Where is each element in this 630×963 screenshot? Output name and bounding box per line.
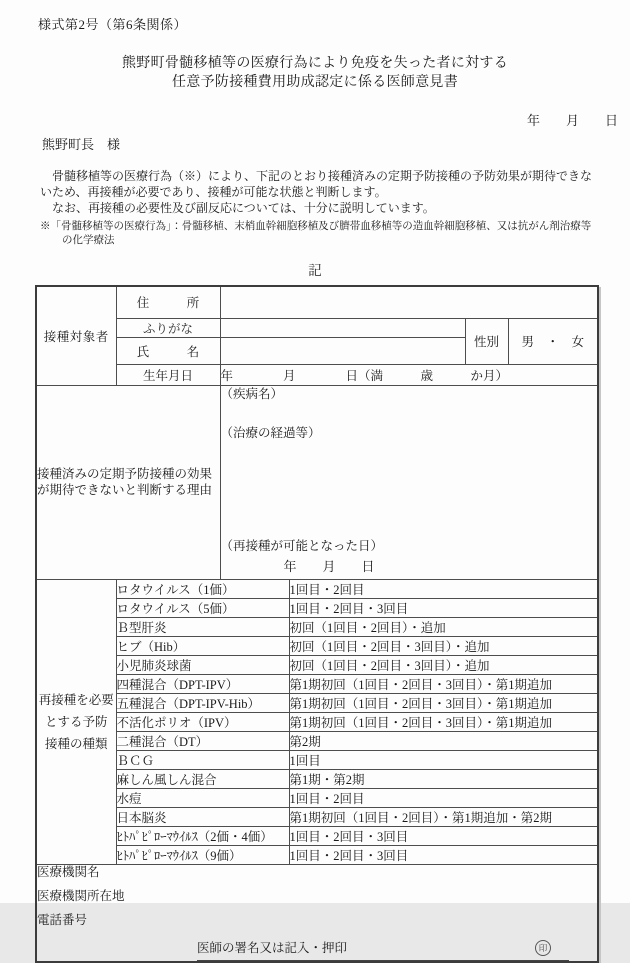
addressee: 熊野町長 様 <box>42 137 121 152</box>
furigana-row <box>36 318 598 337</box>
document-title-line1: 熊野町骨髄移植等の医療行為により免疫を失った者に対する <box>121 56 509 71</box>
vaccine-row <box>36 636 598 655</box>
vaccine-name-cell: 四種混合（DPT-IPV） <box>116 674 289 693</box>
form-table <box>35 285 599 963</box>
address-row <box>36 286 598 318</box>
vaccine-name-cell: 小児肺炎球菌 <box>116 655 289 674</box>
vaccine-name-cell: ロタウイルス（5価） <box>116 598 289 617</box>
vaccine-row <box>36 693 598 712</box>
vaccine-dose-options[interactable]: 第2期 <box>289 731 598 750</box>
signature-label: 医師の署名又は記入・押印 <box>197 940 348 955</box>
document-title <box>0 54 630 92</box>
vaccine-dose-options[interactable]: 初回（1回目・2回目）・追加 <box>289 617 598 636</box>
issue-date-field[interactable]: 年 月 日 <box>526 113 618 128</box>
vaccine-name-cell: ﾋﾄﾊﾟﾋﾟﾛｰﾏｳｲﾙｽ（2価・4価） <box>116 826 289 845</box>
vaccine-name-cell: ＢＣＧ <box>116 750 289 769</box>
vaccine-row <box>36 826 598 845</box>
form-number: 様式第2号（第6条関係） <box>38 17 188 32</box>
furigana-input[interactable] <box>220 318 465 337</box>
medical-institution-cell <box>36 864 598 962</box>
vaccine-row <box>36 712 598 731</box>
treatment-progress-label: （治療の経過等） <box>220 425 321 440</box>
vaccines-label-line2: とする予防 <box>44 714 108 729</box>
vaccine-row <box>36 769 598 788</box>
vaccine-dose-options[interactable]: 1回目・2回目・3回目 <box>289 826 598 845</box>
vaccine-row <box>36 788 598 807</box>
address-input[interactable] <box>220 286 598 318</box>
vaccine-row <box>36 807 598 826</box>
institution-name-field[interactable]: 医療機関名 <box>37 864 100 879</box>
vaccine-name-cell: 不活化ポリオ（IPV） <box>116 712 289 731</box>
vaccine-row <box>36 674 598 693</box>
vaccine-dose-options[interactable]: 初回（1回目・2回目・3回目）・追加 <box>289 636 598 655</box>
vaccine-dose-options[interactable]: 初回（1回目・2回目・3回目）・追加 <box>289 655 598 674</box>
footnote <box>40 220 612 248</box>
furigana-label: ふりがな <box>116 318 220 337</box>
vaccine-name-cell: 二種混合（DT） <box>116 731 289 750</box>
vaccines-label-line3: 接種の種類 <box>44 736 108 751</box>
vaccine-row <box>36 617 598 636</box>
vaccines-label-line1: 再接種を必要 <box>38 692 114 707</box>
institution-location-field[interactable]: 医療機関所在地 <box>37 888 125 903</box>
vaccine-name-cell: ロタウイルス（1価） <box>116 579 289 598</box>
document-title-line2: 任意予防接種費用助成認定に係る医師意見書 <box>172 75 458 90</box>
statement-line3: なお、再接種の必要性及び副反応については、十分に説明しています。 <box>40 201 435 215</box>
footnote-line2: の化学療法 <box>62 235 115 246</box>
name-input[interactable] <box>220 337 465 364</box>
vaccine-name-cell: 日本脳炎 <box>116 807 289 826</box>
vaccine-dose-options[interactable]: 第1期初回（1回目・2回目・3回目）・第1期追加 <box>289 674 598 693</box>
vaccines-section-label <box>36 579 116 864</box>
footnote-line1: ※「骨髄移植等の医療行為」：骨髄移植、末梢血幹細胞移植及び臍帯血移植等の造血幹細胞移植、又は抗がん剤治療等 <box>40 221 592 232</box>
subject-section-label: 接種対象者 <box>36 286 116 385</box>
vaccine-row <box>36 579 598 598</box>
reason-content-area[interactable] <box>220 385 598 579</box>
vaccine-name-cell: ﾋﾄﾊﾟﾋﾟﾛｰﾏｳｲﾙｽ（9価） <box>116 845 289 864</box>
vaccine-dose-options[interactable]: 1回目・2回目 <box>289 579 598 598</box>
birthdate-input[interactable]: 年 月 日（満 歳 か月） <box>220 364 598 385</box>
vaccine-dose-options[interactable]: 第1期・第2期 <box>289 769 598 788</box>
statement-line2: いため、再接種が必要であり、接種が可能な状態と判断します。 <box>40 185 387 199</box>
name-label: 氏 名 <box>116 337 220 364</box>
sex-label: 性別 <box>465 318 508 364</box>
revaccination-date-field[interactable]: 年 月 日 <box>283 558 375 574</box>
vaccine-dose-options[interactable]: 1回目・2回目・3回目 <box>289 845 598 864</box>
vaccine-row <box>36 655 598 674</box>
vaccine-name-cell: 五種混合（DPT-IPV-Hib） <box>116 693 289 712</box>
vaccine-dose-options[interactable]: 1回目 <box>289 750 598 769</box>
reason-label-line2: が期待できないと判断する理由 <box>37 483 213 497</box>
vaccine-row <box>36 598 598 617</box>
sex-options[interactable]: 男 ・ 女 <box>508 318 598 364</box>
revaccination-date-label: （再接種が可能となった日） <box>220 538 384 553</box>
statement-line1: 骨髄移植等の医療行為（※）により、下記のとおり接種済みの定期予防接種の予防効果が期待できな <box>40 169 593 183</box>
medical-institution-row <box>36 864 598 962</box>
birthdate-label: 生年月日 <box>116 364 220 385</box>
birthdate-row <box>36 364 598 385</box>
vaccine-dose-options[interactable]: 第1期初回（1回目・2回目・3回目）・第1期追加 <box>289 693 598 712</box>
disease-name-label: （疾病名） <box>220 386 284 401</box>
doctor-signature-line[interactable] <box>197 940 569 961</box>
vaccine-dose-options[interactable]: 1回目・2回目・3回目 <box>289 598 598 617</box>
vaccine-row <box>36 731 598 750</box>
address-label: 住 所 <box>116 286 220 318</box>
reason-row <box>36 385 598 579</box>
vaccine-name-cell: ヒブ（Hib） <box>116 636 289 655</box>
vaccine-name-cell: 水痘 <box>116 788 289 807</box>
vaccine-dose-options[interactable]: 第1期初回（1回目・2回目・3回目）・第1期追加 <box>289 712 598 731</box>
vaccine-name-cell: 麻しん風しん混合 <box>116 769 289 788</box>
reason-label <box>36 385 220 579</box>
vaccine-row <box>36 845 598 864</box>
vaccine-dose-options[interactable]: 1回目・2回目 <box>289 788 598 807</box>
seal-mark[interactable]: 印 <box>535 940 551 956</box>
vaccine-name-cell: Ｂ型肝炎 <box>116 617 289 636</box>
statement-paragraph <box>40 168 602 216</box>
reason-label-line1: 接種済みの定期予防接種の効果 <box>37 467 213 481</box>
vaccine-row <box>36 750 598 769</box>
vaccine-dose-options[interactable]: 第1期初回（1回目・2回目）・第1期追加・第2期 <box>289 807 598 826</box>
phone-number-field[interactable]: 電話番号 <box>37 912 88 927</box>
record-heading: 記 <box>308 263 322 278</box>
